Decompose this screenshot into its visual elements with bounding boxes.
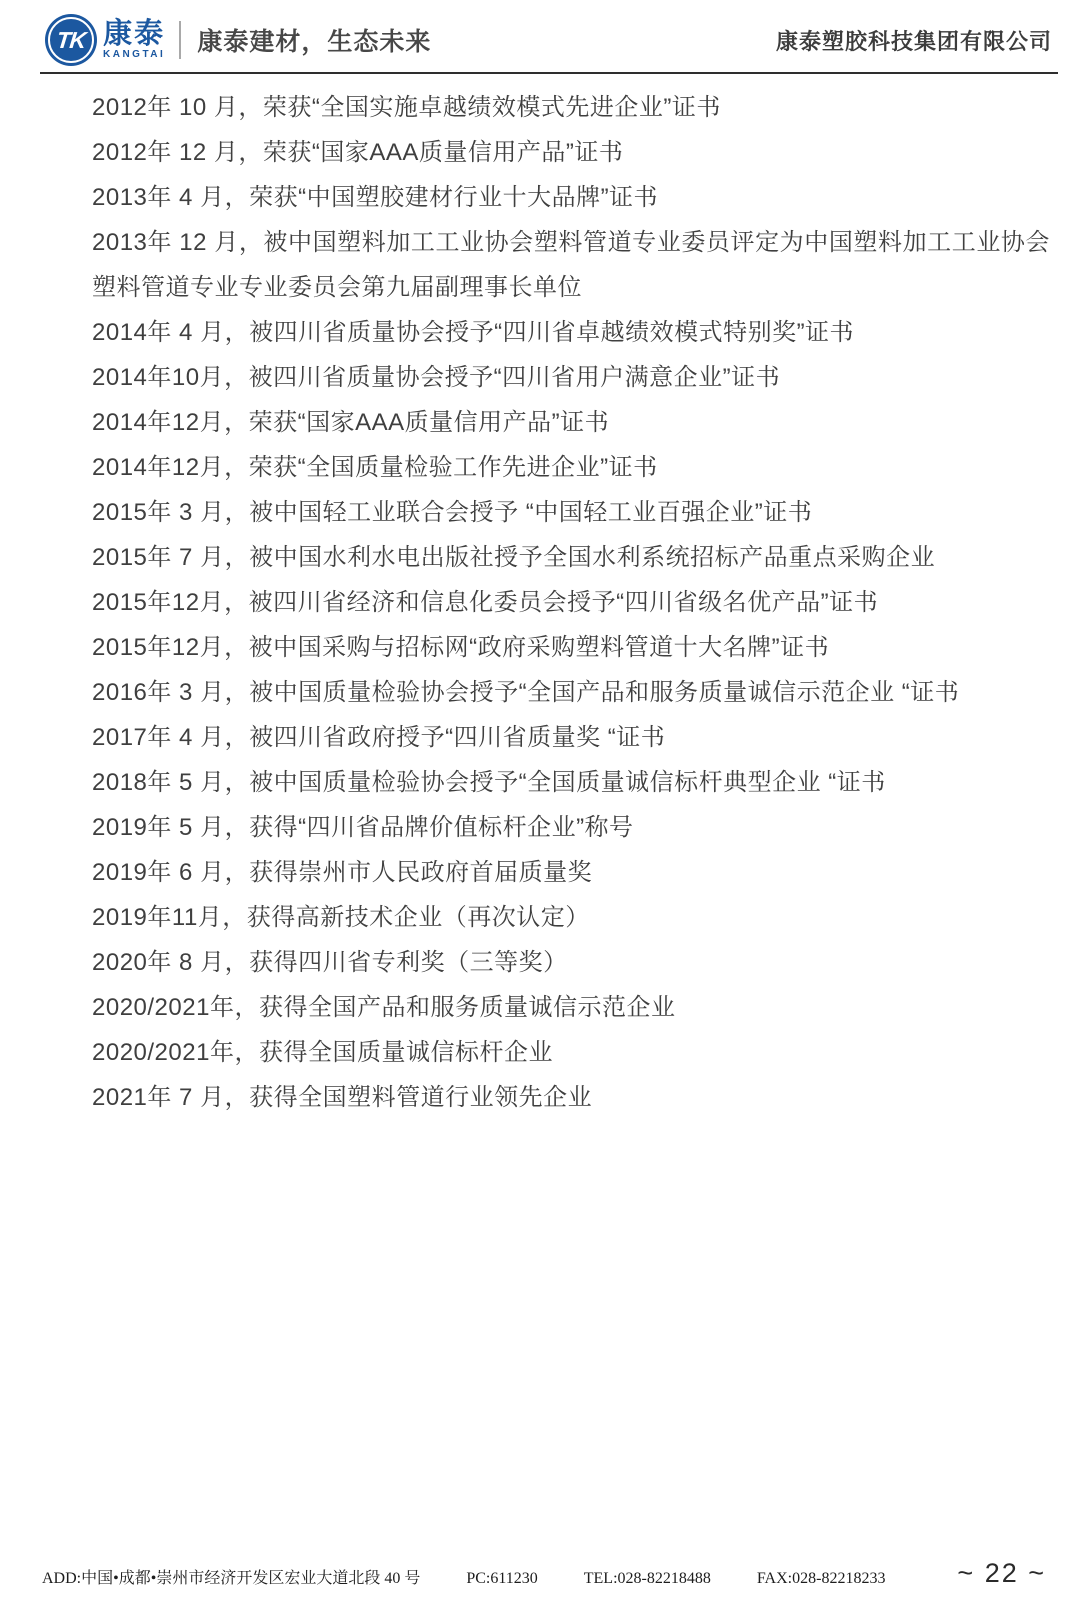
achievement-entry: 2013年 12 月，被中国塑料加工工业协会塑料管道专业委员评定为中国塑料加工工业协会塑料管道专业专业委员会第九届副理事长单位 <box>92 229 1050 301</box>
achievement-entry: 2015年 7 月，被中国水利水电出版社授予全国水利系统招标产品重点采购企业 <box>92 544 936 571</box>
header-slogan: 康泰建材，生态未来 <box>197 28 432 56</box>
achievement-entry: 2012年 12 月，荣获“国家AAA质量信用产品”证书 <box>92 139 624 166</box>
brand-name-en: KANGTAI <box>103 49 166 60</box>
achievement-entry: 2014年12月，荣获“全国质量检验工作先进企业”证书 <box>92 454 658 481</box>
achievement-list <box>92 85 1050 1120</box>
header-divider <box>179 21 181 59</box>
achievement-entry: 2014年12月，荣获“国家AAA质量信用产品”证书 <box>92 409 610 436</box>
logo-monogram-text: TK <box>55 26 87 53</box>
page-header <box>45 12 1052 68</box>
achievement-entry: 2015年12月，被中国采购与招标网“政府采购塑料管道十大名牌”证书 <box>92 634 830 661</box>
achievement-entry: 2020/2021年，获得全国质量诚信标杆企业 <box>92 1039 553 1066</box>
achievement-entry: 2019年11月，获得高新技术企业（再次认定） <box>92 904 590 931</box>
achievement-entry: 2017年 4 月，被四川省政府授予“四川省质量奖 “证书 <box>92 724 666 751</box>
achievement-entry: 2014年10月，被四川省质量协会授予“四川省用户满意企业”证书 <box>92 364 781 391</box>
achievement-entry: 2016年 3 月，被中国质量检验协会授予“全国产品和服务质量诚信示范企业 “证书 <box>92 679 960 706</box>
footer-address: ADD:中国•成都•崇州市经济开发区宏业大道北段 40 号 <box>42 1570 421 1587</box>
achievement-entry: 2019年 5 月，获得“四川省品牌价值标杆企业”称号 <box>92 814 634 841</box>
page-number: ~ 22 ~ <box>957 1558 1046 1588</box>
footer-fax: FAX:028-82218233 <box>756 1570 886 1587</box>
achievement-entry: 2012年 10 月，荣获“全国实施卓越绩效模式先进企业”证书 <box>92 94 721 121</box>
achievement-entry: 2020年 8 月，获得四川省专利奖（三等奖） <box>92 949 568 976</box>
footer-contact-info <box>42 1565 885 1588</box>
achievement-entry: 2021年 7 月，获得全国塑料管道行业领先企业 <box>92 1084 593 1111</box>
header-rule <box>40 72 1058 74</box>
footer-postcode: PC:611230 <box>466 1570 538 1587</box>
kangtai-logo <box>45 14 165 66</box>
achievement-entry: 2015年12月，被四川省经济和信息化委员会授予“四川省级名优产品”证书 <box>92 589 879 616</box>
header-company-name: 康泰塑胶科技集团有限公司 <box>775 28 1052 54</box>
achievement-entry: 2019年 6 月，获得崇州市人民政府首届质量奖 <box>92 859 593 886</box>
brand-name <box>103 19 165 61</box>
achievement-entry: 2014年 4 月，被四川省质量协会授予“四川省卓越绩效模式特别奖”证书 <box>92 319 855 346</box>
achievement-entry: 2015年 3 月，被中国轻工业联合会授予 “中国轻工业百强企业”证书 <box>92 499 813 526</box>
tk-monogram-icon <box>45 14 97 66</box>
achievement-entry: 2020/2021年，获得全国产品和服务质量诚信示范企业 <box>92 994 676 1021</box>
brand-name-cn: 康泰 <box>103 18 166 50</box>
footer-telephone: TEL:028-82218488 <box>583 1570 711 1587</box>
achievement-entry: 2013年 4 月，荣获“中国塑胶建材行业十大品牌”证书 <box>92 184 659 211</box>
achievement-entry: 2018年 5 月，被中国质量检验协会授予“全国质量诚信标杆典型企业 “证书 <box>92 769 886 796</box>
